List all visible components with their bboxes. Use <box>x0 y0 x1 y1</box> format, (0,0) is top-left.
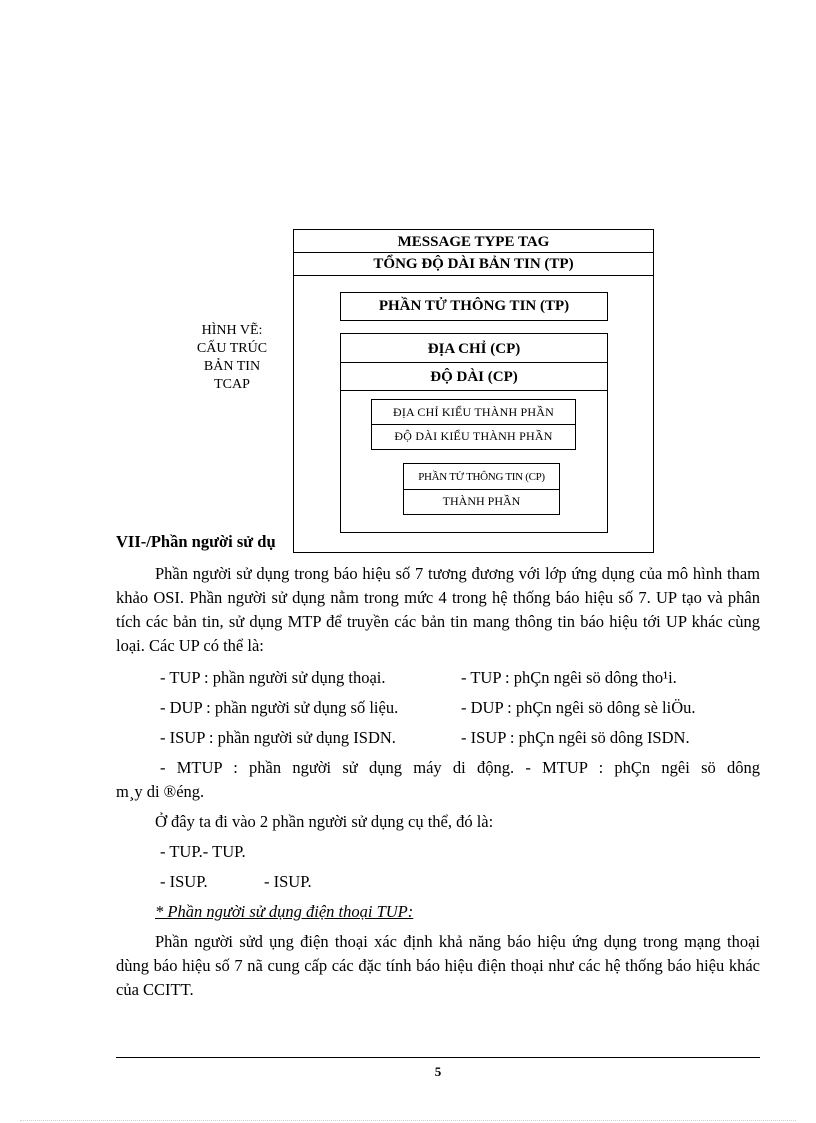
list-item: - TUP : phần người sử dụng thoại. <box>160 668 386 687</box>
component-type-box <box>371 399 576 450</box>
caption-line: TCAP <box>214 377 250 392</box>
section-heading: VII-/Phần người sử dụ <box>116 532 276 551</box>
component-info-label: PHẦN TỬ THÔNG TIN (CP) <box>418 471 545 483</box>
divider <box>341 362 607 363</box>
list-item-mtup-cont: m¸y di ®éng. <box>116 782 205 801</box>
divider <box>404 489 559 490</box>
list-item: - TUP : phÇn ngêi sö dông tho¹i. <box>461 668 677 687</box>
total-length-label: TỔNG ĐỘ DÀI BẢN TIN (TP) <box>373 256 574 272</box>
message-type-tag: MESSAGE TYPE TAG <box>397 234 550 250</box>
divider <box>294 275 653 276</box>
paragraph-tup: Phần người sửd ụng điện thoại xác định khả năng báo hiệu ứng dụng trong mạng thoại dùng báo hiệu số 7 nã cung cấp các đặc tính báo hiệu điện thoại như các hệ thống báo hiệu khác của CCITT. <box>116 932 760 999</box>
length-label: ĐỘ DÀI (CP) <box>430 369 518 385</box>
list-item: - ISUP : phÇn ngêi sö dông ISDN. <box>461 728 690 747</box>
caption-line: CẤU TRÚC <box>196 341 268 356</box>
list-item-isup: - ISUP. <box>264 872 312 891</box>
component-length-label: ĐỘ DÀI KIỂU THÀNH PHẦN <box>394 429 553 443</box>
component-info-box <box>403 463 560 515</box>
page-edge <box>20 1120 796 1121</box>
divider <box>294 252 653 253</box>
list-item-isup: - ISUP. <box>160 872 208 891</box>
intro-line: Ở đây ta đi vào 2 phần người sử dụng cụ thể, đó là: <box>155 812 494 831</box>
paragraph-up-intro: Phần người sử dụng trong báo hiệu số 7 tương đương với lớp ứng dụng của mô hình tham khảo OSI. Phần người sử dụng nằm trong mức 4 trong hệ thống báo hiệu số 7. UP tạo và phân tích các bản tin, sử dụng MTP để truyền các bản tin mang thông tin báo hiệu tới UP khác cùng loại. Các UP có thể là: <box>116 564 760 655</box>
list-item: - DUP : phần người sử dụng số liệu. <box>160 698 399 717</box>
caption-line: HÌNH VẼ: <box>201 323 263 338</box>
info-element-label: PHẦN TỬ THÔNG TIN (TP) <box>378 298 570 314</box>
footer-rule <box>116 1057 760 1058</box>
address-label: ĐỊA CHỈ (CP) <box>427 341 521 357</box>
diagram-caption <box>180 322 284 394</box>
list-item: - DUP : phÇn ngêi sö dông sè liÖu. <box>461 698 696 717</box>
divider <box>372 424 575 425</box>
divider <box>341 390 607 391</box>
info-element-box <box>340 292 608 321</box>
caption-line: BẢN TIN <box>203 359 261 374</box>
component-address-label: ĐỊA CHỈ KIỂU THÀNH PHẦN <box>392 405 555 419</box>
list-item-mtup: - MTUP : phần người sử dụng máy di động. - MTUP : phÇn ngêi sö dông <box>160 758 760 777</box>
list-item-tup: - TUP.- TUP. <box>160 842 246 861</box>
list-item: - ISUP : phần người sử dụng ISDN. <box>160 728 396 747</box>
subheading-tup: * Phần người sử dụng điện thoại TUP: <box>155 902 414 921</box>
page-number: 5 <box>434 1064 442 1079</box>
component-label: THÀNH PHẦN <box>442 494 521 508</box>
